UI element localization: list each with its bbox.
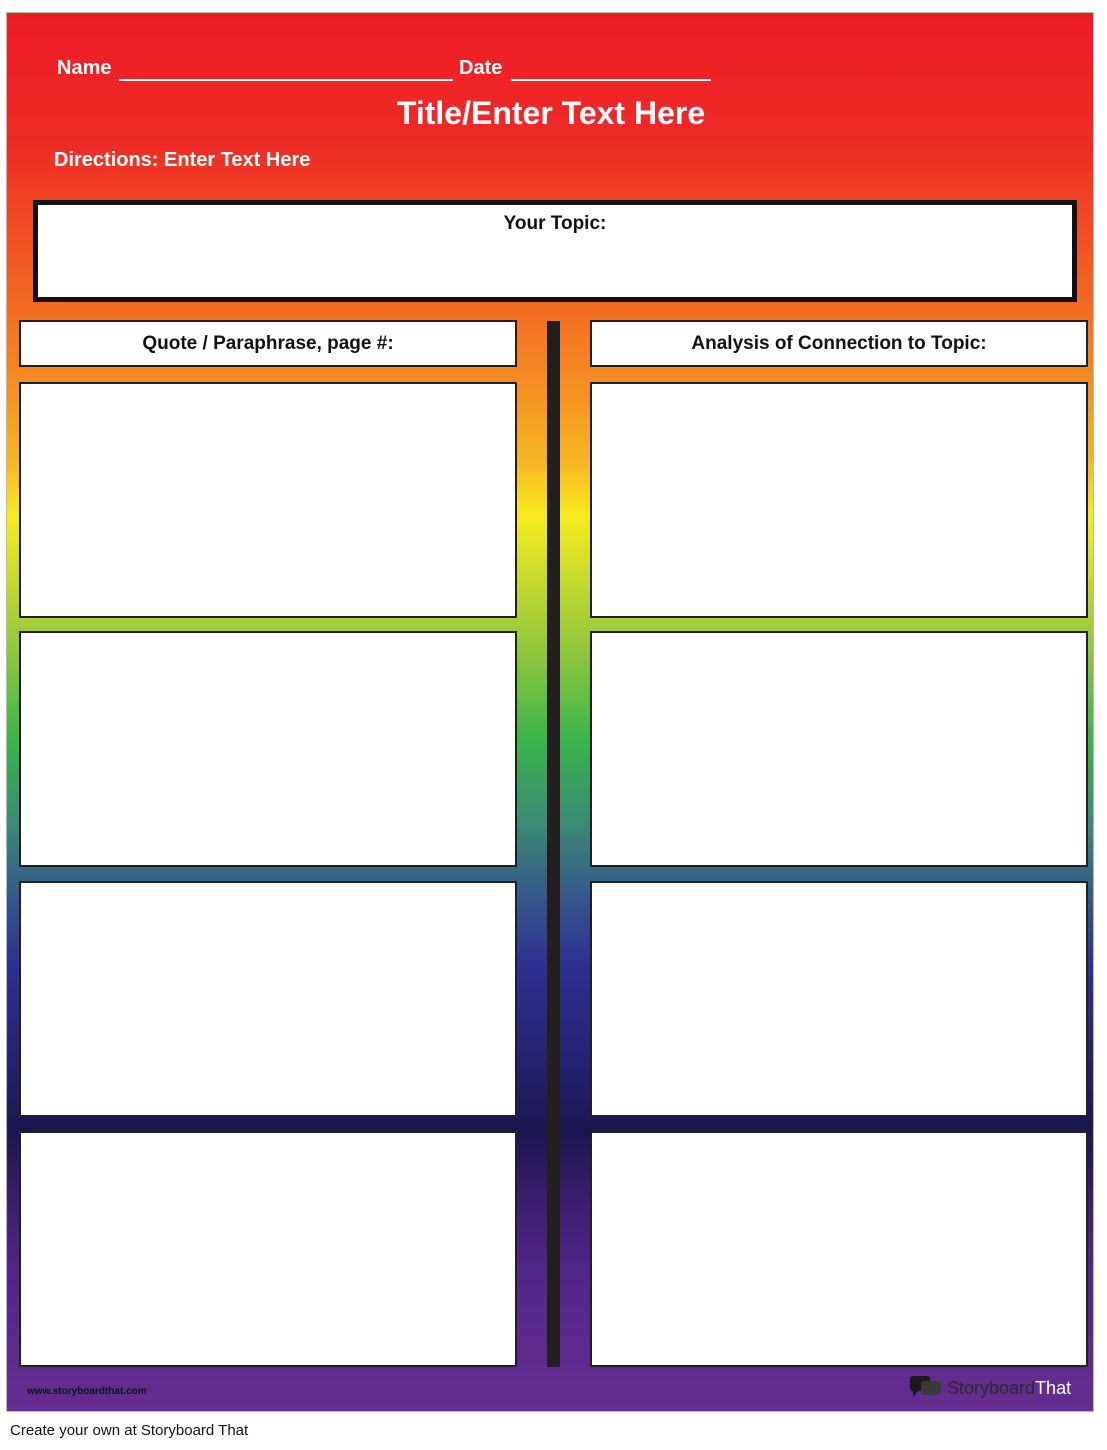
quote-cell[interactable]	[19, 631, 517, 867]
analysis-column-heading: Analysis of Connection to Topic:	[590, 320, 1088, 367]
quote-cell[interactable]	[19, 1131, 517, 1367]
analysis-cell[interactable]	[590, 631, 1088, 867]
analysis-cell[interactable]	[590, 1131, 1088, 1367]
topic-box[interactable]	[33, 200, 1077, 302]
name-label: Name	[57, 57, 112, 79]
worksheet-title: Title/Enter Text Here	[396, 95, 706, 131]
name-field-line[interactable]	[119, 79, 453, 81]
directions-text: Directions: Enter Text Here	[54, 149, 311, 171]
quote-cell[interactable]	[19, 382, 517, 618]
date-field-line[interactable]	[511, 79, 711, 81]
logo-word-storyboard: Storyboard	[947, 1378, 1036, 1398]
logo-word-that: That	[1035, 1378, 1072, 1398]
analysis-cell[interactable]	[590, 382, 1088, 618]
storyboardthat-logo[interactable]	[909, 1373, 1071, 1404]
topic-label: Your Topic:	[503, 213, 607, 234]
quote-cell[interactable]	[19, 881, 517, 1117]
quote-column-heading: Quote / Paraphrase, page #:	[19, 320, 517, 367]
speech-bubbles-icon	[909, 1373, 943, 1404]
worksheet	[6, 12, 1094, 1412]
page-caption: Create your own at Storyboard That	[10, 1422, 249, 1439]
analysis-cell[interactable]	[590, 881, 1088, 1117]
column-divider	[547, 321, 560, 1367]
date-label: Date	[459, 57, 503, 79]
footer-url[interactable]: www.storyboardthat.com	[27, 1386, 147, 1397]
